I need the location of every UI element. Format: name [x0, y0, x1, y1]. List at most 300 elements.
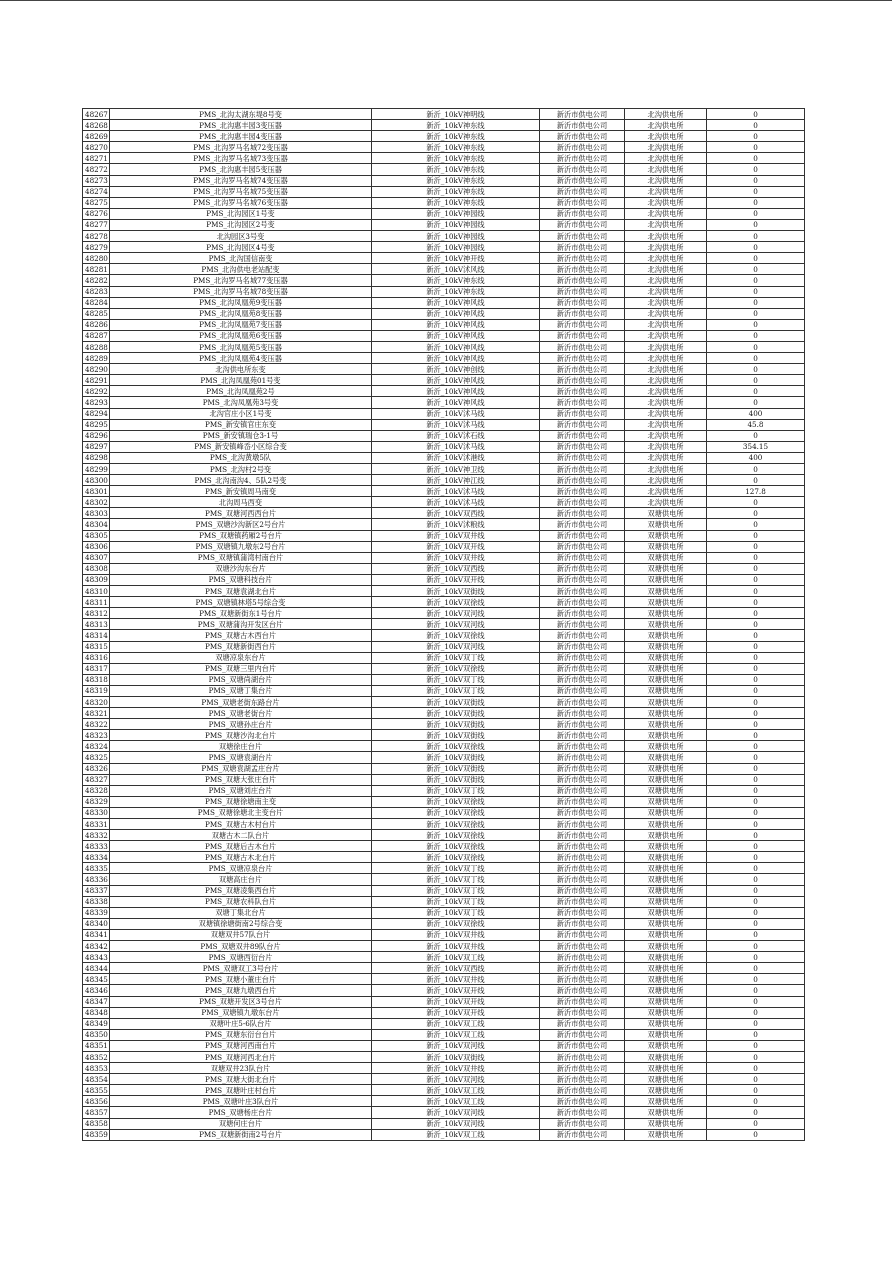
station-cell: 双塘供电所 — [625, 597, 707, 608]
station-cell: 双塘供电所 — [625, 974, 707, 985]
value-cell: 0 — [707, 685, 805, 696]
station-cell: 双塘供电所 — [625, 1096, 707, 1107]
line-name-cell: 新沂_10kV双街线 — [372, 730, 540, 741]
table-row — [83, 441, 805, 452]
transformer-name-cell: PMS_北沟黄墩5队 — [110, 452, 372, 463]
company-cell: 新沂市供电公司 — [540, 508, 625, 519]
row-id-cell: 48279 — [83, 242, 110, 253]
line-name-cell: 新沂_10kV双开线 — [372, 1007, 540, 1018]
company-cell: 新沂市供电公司 — [540, 330, 625, 341]
station-cell: 双塘供电所 — [625, 874, 707, 885]
value-cell: 0 — [707, 874, 805, 885]
value-cell: 0 — [707, 1007, 805, 1018]
line-name-cell: 新沂_10kV双徐线 — [372, 807, 540, 818]
table-row — [83, 597, 805, 608]
table-row — [83, 308, 805, 319]
line-name-cell: 新沂_10kV双河线 — [372, 1040, 540, 1051]
transformer-name-cell: PMS_双塘河西北台片 — [110, 1051, 372, 1062]
company-cell: 新沂市供电公司 — [540, 1085, 625, 1096]
table-row — [83, 408, 805, 419]
value-cell: 0 — [707, 1029, 805, 1040]
table-row — [83, 974, 805, 985]
value-cell: 0 — [707, 286, 805, 297]
line-name-cell: 新沂_10kV双工线 — [372, 1029, 540, 1040]
value-cell: 0 — [707, 330, 805, 341]
table-row — [83, 685, 805, 696]
line-name-cell: 新沂_10kV双工线 — [372, 952, 540, 963]
table-row — [83, 863, 805, 874]
value-cell: 0 — [707, 109, 805, 120]
line-name-cell: 新沂_10kV双河线 — [372, 619, 540, 630]
transformer-name-cell: PMS_新安镇瑞仓3-1号 — [110, 430, 372, 441]
line-name-cell: 新沂_10kV双工线 — [372, 1096, 540, 1107]
transformer-name-cell: PMS_北沟园区2号变 — [110, 219, 372, 230]
transformer-name-cell: PMS_北沟罗马名城76变压器 — [110, 197, 372, 208]
table-row — [83, 319, 805, 330]
value-cell: 400 — [707, 408, 805, 419]
value-cell: 0 — [707, 796, 805, 807]
line-name-cell: 新沂_10kV双工线 — [372, 1018, 540, 1029]
line-name-cell: 新沂_10kV双徐线 — [372, 852, 540, 863]
line-name-cell: 新沂_10kV双河线 — [372, 641, 540, 652]
transformer-name-cell: PMS_双塘徐塘北主变台片 — [110, 807, 372, 818]
table-row — [83, 552, 805, 563]
table-row — [83, 963, 805, 974]
table-row — [83, 497, 805, 508]
row-id-cell: 48308 — [83, 563, 110, 574]
line-name-cell: 新沂_10kV双开线 — [372, 996, 540, 1007]
company-cell: 新沂市供电公司 — [540, 197, 625, 208]
line-name-cell: 新沂_10kV神明线 — [372, 109, 540, 120]
value-cell: 0 — [707, 552, 805, 563]
value-cell: 0 — [707, 752, 805, 763]
company-cell: 新沂市供电公司 — [540, 941, 625, 952]
station-cell: 双塘供电所 — [625, 563, 707, 574]
row-id-cell: 48321 — [83, 708, 110, 719]
line-name-cell: 新沂_10kV双街线 — [372, 763, 540, 774]
row-id-cell: 48286 — [83, 319, 110, 330]
station-cell: 双塘供电所 — [625, 663, 707, 674]
row-id-cell: 48301 — [83, 486, 110, 497]
row-id-cell: 48290 — [83, 364, 110, 375]
station-cell: 双塘供电所 — [625, 652, 707, 663]
table-row — [83, 774, 805, 785]
transformer-name-cell: PMS_双塘袁湖孟庄台片 — [110, 763, 372, 774]
row-id-cell: 48345 — [83, 974, 110, 985]
station-cell: 北沟供电所 — [625, 297, 707, 308]
row-id-cell: 48281 — [83, 264, 110, 275]
line-name-cell: 新沂_10kV神东线 — [372, 142, 540, 153]
row-id-cell: 48306 — [83, 541, 110, 552]
station-cell: 北沟供电所 — [625, 464, 707, 475]
company-cell: 新沂市供电公司 — [540, 475, 625, 486]
transformer-name-cell: PMS_北沟国信南变 — [110, 253, 372, 264]
station-cell: 双塘供电所 — [625, 863, 707, 874]
line-name-cell: 新沂_10kV双河线 — [372, 608, 540, 619]
value-cell: 0 — [707, 1051, 805, 1062]
table-row — [83, 131, 805, 142]
row-id-cell: 48287 — [83, 330, 110, 341]
table-row — [83, 641, 805, 652]
value-cell: 0 — [707, 774, 805, 785]
line-name-cell: 新沂_10kV双丁线 — [372, 874, 540, 885]
row-id-cell: 48283 — [83, 286, 110, 297]
line-name-cell: 新沂_10kV神风线 — [372, 319, 540, 330]
company-cell: 新沂市供电公司 — [540, 1040, 625, 1051]
row-id-cell: 48356 — [83, 1096, 110, 1107]
table-row — [83, 430, 805, 441]
company-cell: 新沂市供电公司 — [540, 131, 625, 142]
table-row — [83, 1051, 805, 1062]
station-cell: 双塘供电所 — [625, 796, 707, 807]
row-id-cell: 48280 — [83, 253, 110, 264]
station-cell: 双塘供电所 — [625, 519, 707, 530]
company-cell: 新沂市供电公司 — [540, 186, 625, 197]
table-row — [83, 486, 805, 497]
company-cell: 新沂市供电公司 — [540, 674, 625, 685]
value-cell: 0 — [707, 541, 805, 552]
company-cell: 新沂市供电公司 — [540, 397, 625, 408]
line-name-cell: 新沂_10kV神风线 — [372, 397, 540, 408]
value-cell: 0 — [707, 941, 805, 952]
station-cell: 双塘供电所 — [625, 774, 707, 785]
value-cell: 0 — [707, 120, 805, 131]
table-row — [83, 1063, 805, 1074]
company-cell: 新沂市供电公司 — [540, 929, 625, 940]
company-cell: 新沂市供电公司 — [540, 863, 625, 874]
row-id-cell: 48282 — [83, 275, 110, 286]
transformer-name-cell: PMS_北沟村2号变 — [110, 464, 372, 475]
table-row — [83, 885, 805, 896]
value-cell: 0 — [707, 907, 805, 918]
value-cell: 0 — [707, 1107, 805, 1118]
value-cell: 400 — [707, 452, 805, 463]
company-cell: 新沂市供电公司 — [540, 497, 625, 508]
company-cell: 新沂市供电公司 — [540, 275, 625, 286]
line-name-cell: 新沂_10kV神创线 — [372, 364, 540, 375]
company-cell: 新沂市供电公司 — [540, 641, 625, 652]
line-name-cell: 新沂_10kV双河线 — [372, 1107, 540, 1118]
table-row — [83, 208, 805, 219]
company-cell: 新沂市供电公司 — [540, 763, 625, 774]
transformer-name-cell: PMS_双塘叶庄村台片 — [110, 1085, 372, 1096]
row-id-cell: 48316 — [83, 652, 110, 663]
station-cell: 北沟供电所 — [625, 164, 707, 175]
station-cell: 北沟供电所 — [625, 231, 707, 242]
table-row — [83, 819, 805, 830]
station-cell: 双塘供电所 — [625, 830, 707, 841]
table-row — [83, 852, 805, 863]
line-name-cell: 新沂_10kV双井线 — [372, 929, 540, 940]
row-id-cell: 48307 — [83, 552, 110, 563]
transformer-name-cell: PMS_双塘大张庄台片 — [110, 774, 372, 785]
table-row — [83, 197, 805, 208]
station-cell: 双塘供电所 — [625, 852, 707, 863]
line-name-cell: 新沂_10kV神开线 — [372, 253, 540, 264]
line-name-cell: 新沂_10kV沭马线 — [372, 441, 540, 452]
row-id-cell: 48325 — [83, 752, 110, 763]
row-id-cell: 48328 — [83, 785, 110, 796]
transformer-name-cell: PMS_双塘农科队台片 — [110, 896, 372, 907]
transformer-name-cell: 双塘沙沟东台片 — [110, 563, 372, 574]
company-cell: 新沂市供电公司 — [540, 441, 625, 452]
transformer-name-cell: PMS_双塘河西西台片 — [110, 508, 372, 519]
line-name-cell: 新沂_10kV神东线 — [372, 286, 540, 297]
table-row — [83, 663, 805, 674]
transformer-name-cell: PMS_双塘小董庄台片 — [110, 974, 372, 985]
line-name-cell: 新沂_10kV双丁线 — [372, 674, 540, 685]
company-cell: 新沂市供电公司 — [540, 807, 625, 818]
company-cell: 新沂市供电公司 — [540, 952, 625, 963]
value-cell: 0 — [707, 652, 805, 663]
line-name-cell: 新沂_10kV双徐线 — [372, 663, 540, 674]
table-row — [83, 907, 805, 918]
transformer-name-cell: PMS_北沟罗马名城78变压器 — [110, 286, 372, 297]
station-cell: 双塘供电所 — [625, 1040, 707, 1051]
value-cell: 0 — [707, 253, 805, 264]
station-cell: 北沟供电所 — [625, 386, 707, 397]
company-cell: 新沂市供电公司 — [540, 574, 625, 585]
station-cell: 双塘供电所 — [625, 996, 707, 1007]
transformer-name-cell: PMS_北沟惠丰园3变压器 — [110, 120, 372, 131]
line-name-cell: 新沂_10kV神园线 — [372, 242, 540, 253]
value-cell: 0 — [707, 142, 805, 153]
table-row — [83, 1118, 805, 1129]
row-id-cell: 48275 — [83, 197, 110, 208]
company-cell: 新沂市供电公司 — [540, 264, 625, 275]
row-id-cell: 48272 — [83, 164, 110, 175]
row-id-cell: 48330 — [83, 807, 110, 818]
row-id-cell: 48343 — [83, 952, 110, 963]
line-name-cell: 新沂_10kV神东线 — [372, 120, 540, 131]
company-cell: 新沂市供电公司 — [540, 974, 625, 985]
station-cell: 北沟供电所 — [625, 275, 707, 286]
line-name-cell: 新沂_10kV神园线 — [372, 208, 540, 219]
transformer-name-cell: PMS_北沟凤凰苑8变压器 — [110, 308, 372, 319]
table-row — [83, 719, 805, 730]
row-id-cell: 48292 — [83, 386, 110, 397]
line-name-cell: 新沂_10kV双丁线 — [372, 907, 540, 918]
company-cell: 新沂市供电公司 — [540, 364, 625, 375]
company-cell: 新沂市供电公司 — [540, 652, 625, 663]
station-cell: 双塘供电所 — [625, 1118, 707, 1129]
company-cell: 新沂市供电公司 — [540, 896, 625, 907]
table-row — [83, 586, 805, 597]
table-row — [83, 918, 805, 929]
value-cell: 0 — [707, 896, 805, 907]
value-cell: 0 — [707, 197, 805, 208]
row-id-cell: 48294 — [83, 408, 110, 419]
table-row — [83, 353, 805, 364]
transformer-name-cell: PMS_双塘九墩西台片 — [110, 985, 372, 996]
line-name-cell: 新沂_10kV沭港线 — [372, 452, 540, 463]
row-id-cell: 48327 — [83, 774, 110, 785]
line-name-cell: 新沂_10kV双街线 — [372, 1051, 540, 1062]
transformer-name-cell: PMS_北沟罗马名城74变压器 — [110, 175, 372, 186]
company-cell: 新沂市供电公司 — [540, 308, 625, 319]
line-name-cell: 新沂_10kV双街线 — [372, 708, 540, 719]
transformer-name-cell: 双塘何庄台片 — [110, 1118, 372, 1129]
line-name-cell: 新沂_10kV沭石线 — [372, 430, 540, 441]
transformer-name-cell: PMS_双塘西衍台片 — [110, 952, 372, 963]
value-cell: 354.15 — [707, 441, 805, 452]
value-cell: 0 — [707, 586, 805, 597]
value-cell: 0 — [707, 841, 805, 852]
station-cell: 双塘供电所 — [625, 685, 707, 696]
station-cell: 北沟供电所 — [625, 319, 707, 330]
line-name-cell: 新沂_10kV双街线 — [372, 719, 540, 730]
company-cell: 新沂市供电公司 — [540, 286, 625, 297]
transformer-name-cell: 双塘丁集北台片 — [110, 907, 372, 918]
row-id-cell: 48353 — [83, 1063, 110, 1074]
table-row — [83, 253, 805, 264]
transformer-name-cell: PMS_北沟凤凰苑7变压器 — [110, 319, 372, 330]
company-cell: 新沂市供电公司 — [540, 142, 625, 153]
station-cell: 双塘供电所 — [625, 1063, 707, 1074]
line-name-cell: 新沂_10kV神园线 — [372, 219, 540, 230]
table-row — [83, 464, 805, 475]
row-id-cell: 48348 — [83, 1007, 110, 1018]
row-id-cell: 48314 — [83, 630, 110, 641]
row-id-cell: 48334 — [83, 852, 110, 863]
station-cell: 双塘供电所 — [625, 541, 707, 552]
line-name-cell: 新沂_10kV神风线 — [372, 308, 540, 319]
table-row — [83, 763, 805, 774]
company-cell: 新沂市供电公司 — [540, 319, 625, 330]
table-row — [83, 1107, 805, 1118]
station-cell: 北沟供电所 — [625, 131, 707, 142]
value-cell: 0 — [707, 563, 805, 574]
value-cell: 0 — [707, 1085, 805, 1096]
line-name-cell: 新沂_10kV神东线 — [372, 275, 540, 286]
table-row — [83, 1074, 805, 1085]
line-name-cell: 新沂_10kV双徐线 — [372, 841, 540, 852]
station-cell: 双塘供电所 — [625, 641, 707, 652]
value-cell: 0 — [707, 741, 805, 752]
row-id-cell: 48284 — [83, 297, 110, 308]
station-cell: 北沟供电所 — [625, 197, 707, 208]
line-name-cell: 新沂_10kV双井线 — [372, 530, 540, 541]
table-row — [83, 630, 805, 641]
table-row — [83, 830, 805, 841]
value-cell: 0 — [707, 464, 805, 475]
value-cell: 0 — [707, 375, 805, 386]
value-cell: 0 — [707, 219, 805, 230]
station-cell: 北沟供电所 — [625, 397, 707, 408]
table-row — [83, 452, 805, 463]
company-cell: 新沂市供电公司 — [540, 219, 625, 230]
company-cell: 新沂市供电公司 — [540, 1074, 625, 1085]
line-name-cell: 新沂_10kV沭风线 — [372, 264, 540, 275]
station-cell: 双塘供电所 — [625, 574, 707, 585]
row-id-cell: 48352 — [83, 1051, 110, 1062]
row-id-cell: 48324 — [83, 741, 110, 752]
table-row — [83, 264, 805, 275]
company-cell: 新沂市供电公司 — [540, 885, 625, 896]
table-row — [83, 397, 805, 408]
station-cell: 北沟供电所 — [625, 497, 707, 508]
transformer-name-cell: PMS_双塘刘庄台片 — [110, 785, 372, 796]
row-id-cell: 48342 — [83, 941, 110, 952]
table-row — [83, 419, 805, 430]
value-cell: 45.8 — [707, 419, 805, 430]
transformer-name-cell: PMS_北沟供电老站配变 — [110, 264, 372, 275]
transformer-name-cell: PMS_北沟罗马名城75变压器 — [110, 186, 372, 197]
row-id-cell: 48340 — [83, 918, 110, 929]
value-cell: 0 — [707, 918, 805, 929]
transformer-name-cell: PMS_双塘新街西台片 — [110, 641, 372, 652]
company-cell: 新沂市供电公司 — [540, 918, 625, 929]
company-cell: 新沂市供电公司 — [540, 464, 625, 475]
line-name-cell: 新沂_10kV双西线 — [372, 563, 540, 574]
table-row — [83, 153, 805, 164]
transformer-name-cell: 双塘古木二队台片 — [110, 830, 372, 841]
transformer-name-cell: PMS_北沟惠丰园5变压器 — [110, 164, 372, 175]
row-id-cell: 48317 — [83, 663, 110, 674]
transformer-name-cell: 双塘叶庄5-6队台片 — [110, 1018, 372, 1029]
row-id-cell: 48299 — [83, 464, 110, 475]
transformer-name-cell: PMS_双塘丁集台片 — [110, 685, 372, 696]
company-cell: 新沂市供电公司 — [540, 430, 625, 441]
row-id-cell: 48349 — [83, 1018, 110, 1029]
line-name-cell: 新沂_10kV双徐线 — [372, 819, 540, 830]
value-cell: 0 — [707, 985, 805, 996]
line-name-cell: 新沂_10kV双丁线 — [372, 685, 540, 696]
station-cell: 北沟供电所 — [625, 120, 707, 131]
company-cell: 新沂市供电公司 — [540, 796, 625, 807]
table-row — [83, 996, 805, 1007]
value-cell: 0 — [707, 730, 805, 741]
table-row — [83, 530, 805, 541]
table-row — [83, 708, 805, 719]
station-cell: 双塘供电所 — [625, 918, 707, 929]
station-cell: 北沟供电所 — [625, 430, 707, 441]
value-cell: 0 — [707, 1074, 805, 1085]
transformer-name-cell: PMS_双塘开发区3号台片 — [110, 996, 372, 1007]
line-name-cell: 新沂_10kV神东线 — [372, 197, 540, 208]
value-cell: 0 — [707, 619, 805, 630]
line-name-cell: 新沂_10kV神东线 — [372, 186, 540, 197]
station-cell: 双塘供电所 — [625, 1007, 707, 1018]
transformer-table — [82, 108, 805, 1141]
table-row — [83, 1040, 805, 1051]
transformer-name-cell: PMS_双塘新街东1号台片 — [110, 608, 372, 619]
transformer-name-cell: 双塘高庄台片 — [110, 874, 372, 885]
station-cell: 双塘供电所 — [625, 741, 707, 752]
table-row — [83, 508, 805, 519]
transformer-name-cell: PMS_双塘镇九墩东2号台片 — [110, 541, 372, 552]
station-cell: 北沟供电所 — [625, 475, 707, 486]
transformer-name-cell: PMS_双塘孙庄台片 — [110, 719, 372, 730]
transformer-name-cell: PMS_北沟凤凰苑6变压器 — [110, 330, 372, 341]
company-cell: 新沂市供电公司 — [540, 375, 625, 386]
row-id-cell: 48322 — [83, 719, 110, 730]
row-id-cell: 48291 — [83, 375, 110, 386]
table-row — [83, 874, 805, 885]
transformer-name-cell: PMS_北沟罗马名城72变压器 — [110, 142, 372, 153]
value-cell: 0 — [707, 186, 805, 197]
line-name-cell: 新沂_10kV双街线 — [372, 586, 540, 597]
station-cell: 双塘供电所 — [625, 630, 707, 641]
row-id-cell: 48304 — [83, 519, 110, 530]
company-cell: 新沂市供电公司 — [540, 408, 625, 419]
company-cell: 新沂市供电公司 — [540, 841, 625, 852]
row-id-cell: 48338 — [83, 896, 110, 907]
transformer-name-cell: PMS_北沟罗马名城77变压器 — [110, 275, 372, 286]
company-cell: 新沂市供电公司 — [540, 1096, 625, 1107]
station-cell: 双塘供电所 — [625, 608, 707, 619]
transformer-name-cell: PMS_双塘蒲沟开发区台片 — [110, 619, 372, 630]
